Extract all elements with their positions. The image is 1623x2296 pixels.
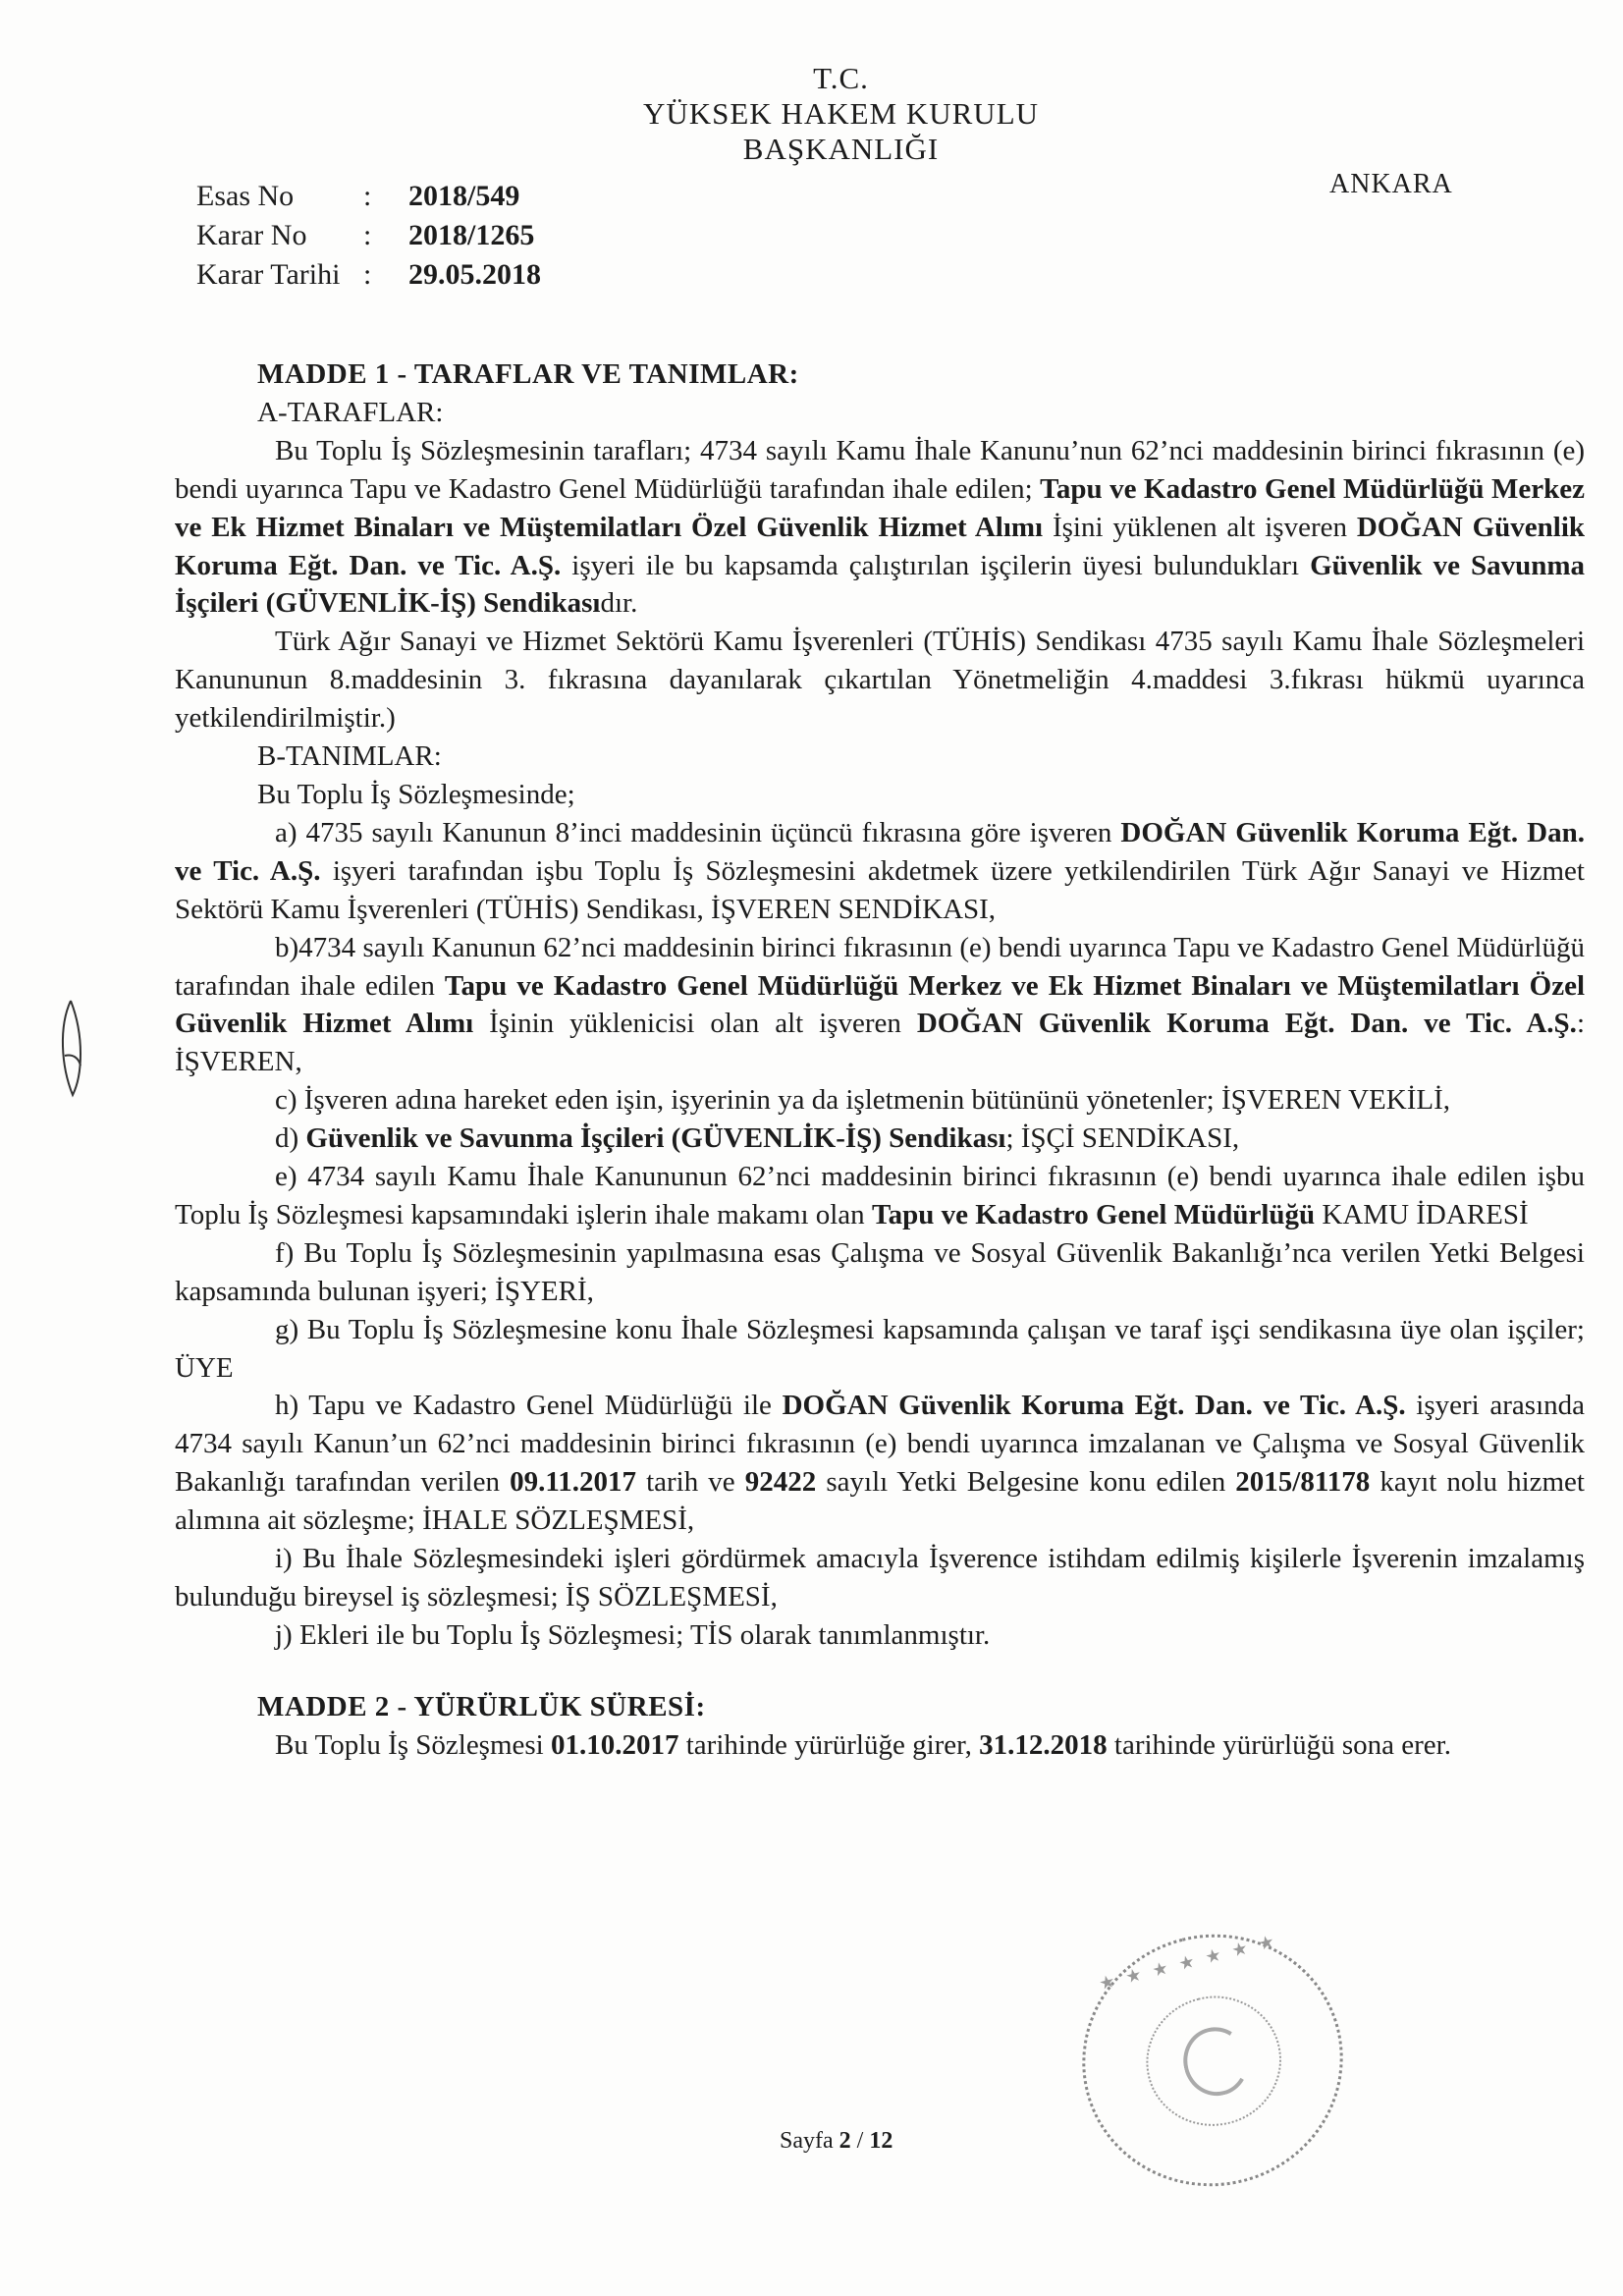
text-run: tarih ve (635, 1466, 745, 1499)
definition-g: g) Bu Toplu İş Sözleşmesine konu İhale Sözleşmesi kapsamında çalışan ve taraf işçi sendikasına üye olan işçiler; ÜYE (175, 1313, 1585, 1384)
seal-border-text: ★ ★ ★ ★ ★ ★ ★ (1097, 1930, 1280, 1995)
text-run: dır. (600, 587, 638, 620)
definitions-intro: Bu Toplu İş Sözleşmesinde; (257, 778, 575, 810)
case-info-table (196, 177, 541, 295)
header-institution: YÜKSEK HAKEM KURULU (642, 96, 1040, 131)
header-tc: T.C. (813, 61, 869, 95)
validity-paragraph (175, 1726, 1585, 1765)
case-info-value: 2018/549 (408, 180, 520, 212)
definition-i: i) Bu İhale Sözleşmesindeki işleri gördürmek amacıyla İşverence istihdam edilmiş kişilerle İşverenin imzalamış bulunduğu bireysel iş sözleşmesi; İŞ SÖZLEŞMESİ, (175, 1543, 1585, 1613)
text-run: işyeri ile bu kapsamda çalıştırılan işçilerin üyesi bulundukları (561, 549, 1311, 581)
definition-d (175, 1120, 1585, 1158)
text-run: sayılı Yetki Belgesine konu edilen (816, 1466, 1236, 1499)
text-run: İşinin yüklenicisi olan alt işveren (473, 1008, 917, 1040)
text-run: tarihinde yürürlüğü sona erer. (1107, 1728, 1451, 1761)
case-info-row (196, 255, 541, 295)
text-run-bold: 31.12.2018 (979, 1728, 1108, 1761)
definition-h (175, 1387, 1585, 1540)
article-2-heading: MADDE 2 - YÜRÜRLÜK SÜRESİ: (257, 1690, 706, 1722)
text-run-bold: Tapu ve Kadastro Genel Müdürlüğü Merkez ve Ek Hizmet Binaları ve Müştemilatları Özel Güvenlik Hizmet Alımı (175, 472, 1585, 543)
text-run-bold: 01.10.2017 (551, 1728, 679, 1761)
text-run: kayıt nolu hizmet alımına ait sözleşme; İHALE SÖZLEŞMESİ, (175, 1466, 1585, 1537)
text-run-bold: Güvenlik ve Savunma İşçileri (GÜVENLİK-İŞ) Sendikası (175, 549, 1586, 620)
section-a-title: A-TARAFLAR: (257, 396, 444, 428)
official-seal-stamp (1055, 1907, 1370, 2214)
text-run: Bu Toplu İş Sözleşmesi (275, 1728, 551, 1761)
definition-c: c) İşveren adına hareket eden işin, işyerinin ya da işletmenin bütününü yönetenler; İŞVEREN VEKİLİ, (275, 1084, 1450, 1117)
text-run-bold: 2015/81178 (1235, 1466, 1371, 1499)
handwritten-mark (53, 997, 92, 1105)
text-run: a) 4735 sayılı Kanunun 8’inci maddesinin üçüncü fıkrasına göre işveren (275, 816, 1121, 848)
article-1-heading: MADDE 1 - TARAFLAR VE TANIMLAR: (257, 358, 799, 390)
city-label: ANKARA (1329, 169, 1453, 199)
page-label: Sayfa (780, 2128, 834, 2154)
page-current: 2 (839, 2128, 851, 2154)
text-run-bold: DOĞAN Güvenlik Koruma Eğt. Dan. ve Tic. A.Ş. (175, 511, 1586, 581)
page-separator: / (856, 2128, 864, 2154)
page-total: 12 (869, 2128, 893, 2154)
case-info-sep: : (363, 258, 372, 291)
case-info-value: 2018/1265 (408, 219, 535, 251)
definition-b (175, 929, 1585, 1082)
parties-paragraph (175, 432, 1585, 624)
text-run: d) (275, 1122, 306, 1155)
text-run-bold: 09.11.2017 (510, 1466, 636, 1499)
header-presidency: BAŞKANLIĞI (742, 132, 940, 166)
definition-f: f) Bu Toplu İş Sözleşmesinin yapılmasına esas Çalışma ve Sosyal Güvenlik Bakanlığı’nca verilen Yetki Belgesi kapsamında bulunan işyeri; İŞYERİ, (175, 1236, 1585, 1307)
text-run: Bu Toplu İş Sözleşmesinin tarafları; 4734 sayılı Kamu İhale Kanunu’nun 62’nci maddesinin birinci fıkrasının (e) bendi uyarınca Tapu ve Kadastro Genel Müdürlüğü tarafından ihale edilen; (175, 434, 1585, 505)
document-header (0, 61, 1623, 167)
text-run: e) 4734 sayılı Kamu İhale Kanununun 62’nci maddesinin birinci fıkrasının (e) bendi uyarınca ihale edilen işbu Toplu İş Sözleşmesi kapsamındaki işlerin ihale makamı olan (175, 1161, 1585, 1230)
text-run: ; İŞÇİ SENDİKASI, (1005, 1122, 1240, 1155)
text-run-bold: 92422 (744, 1466, 817, 1499)
case-info-value: 29.05.2018 (408, 258, 541, 291)
text-run: b)4734 sayılı Kanunun 62’nci maddesinin birinci fıkrasının (e) bendi uyarınca Tapu ve Kadastro Genel Müdürlüğü tarafından ihale edilen (175, 931, 1585, 1002)
text-run: işyeri tarafından işbu Toplu İş Sözleşmesini akdetmek üzere yetkilendirilen Türk Ağır Sanayi ve Hizmet Sektörü Kamu İşverenleri (TÜHİS) Sendikası, İŞVEREN SENDİKASI, (175, 854, 1585, 925)
text-run: KAMU İDARESİ (1315, 1198, 1529, 1230)
text-run: tarihinde yürürlüğe girer, (678, 1728, 980, 1761)
text-run: İşini yüklenen alt işveren (1043, 511, 1357, 543)
section-b-title: B-TANIMLAR: (257, 740, 442, 773)
text-run: : İŞVEREN, (175, 1008, 1585, 1078)
page-number (780, 2128, 893, 2155)
text-run: işyeri arasında 4734 sayılı Kanun’un 62’nci maddesinin birinci fıkrasının (e) bendi uyarınca imzalanan ve Çalışma ve Sosyal Güvenlik Bakanlığı tarafından verilen (175, 1390, 1585, 1499)
case-info-sep: : (363, 180, 372, 212)
text-run-bold: DOĞAN Güvenlik Koruma Eğt. Dan. ve Tic. A.Ş. (782, 1390, 1406, 1422)
case-info-key: Karar No (196, 219, 307, 251)
definition-j: j) Ekleri ile bu Toplu İş Sözleşmesi; TİS olarak tanımlanmıştır. (275, 1618, 991, 1651)
text-run-bold: Tapu ve Kadastro Genel Müdürlüğü Merkez ve Ek Hizmet Binaları ve Müştemilatları Özel Güvenlik Hizmet Alımı (175, 969, 1585, 1040)
authorization-paragraph: Türk Ağır Sanayi ve Hizmet Sektörü Kamu İşverenleri (TÜHİS) Sendikası 4735 sayılı Kamu İhale Sözleşmeleri Kanununun 8.maddesinin 3. fıkrasına dayanılarak çıkartılan Yönetmeliğin 4.maddesi 3.fıkrası hükmü uyarınca yetkilendirilmiştir.) (175, 626, 1585, 735)
text-run-bold: Güvenlik ve Savunma İşçileri (GÜVENLİK-İŞ) Sendikası (305, 1122, 1006, 1155)
text-run-bold: Tapu ve Kadastro Genel Müdürlüğü (871, 1198, 1316, 1230)
case-info-row (196, 177, 541, 216)
section-gap (175, 1655, 1585, 1688)
text-run: h) Tapu ve Kadastro Genel Müdürlüğü ile (275, 1390, 783, 1422)
text-run-bold: DOĞAN Güvenlik Koruma Eğt. Dan. ve Tic. A.Ş. (916, 1008, 1577, 1040)
case-info-row (196, 216, 541, 255)
document-body (175, 355, 1585, 1765)
definition-a (175, 814, 1585, 929)
case-info-key: Karar Tarihi (196, 258, 341, 291)
definition-e (175, 1158, 1585, 1234)
text-run-bold: DOĞAN Güvenlik Koruma Eğt. Dan. ve Tic. A.Ş. (175, 816, 1585, 887)
case-info-sep: : (363, 219, 372, 251)
case-info-key: Esas No (196, 180, 295, 212)
